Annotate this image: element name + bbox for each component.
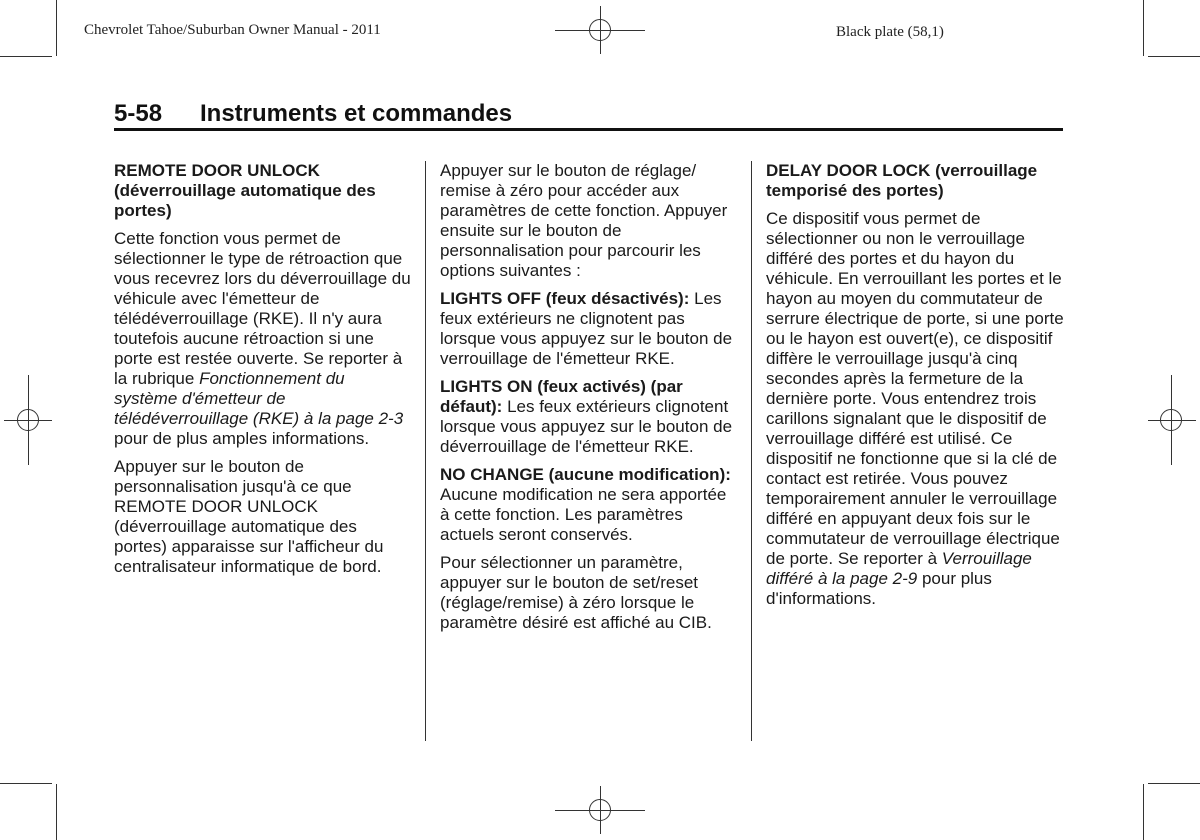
delay-door-lock-heading: DELAY DOOR LOCK (verrouillage temporisé des portes) [766, 161, 1038, 200]
paragraph [114, 229, 412, 449]
option-item [440, 377, 740, 457]
plate-label: Black plate (58,1) [836, 24, 944, 40]
column-1 [114, 161, 412, 585]
option-text: Les feux extérieurs ne clignotent pas lorsque vous appuyez sur le bouton de verrouillage de l'émetteur RKE. [440, 289, 733, 368]
paragraph-text: Cette fonction vous permet de sélectionner le type de rétroaction que vous recevrez lors du déverrouillage du véhicule avec l'émetteur de télédéverrouillage (RKE). Il n'y aura toutefois aucune rétroaction si une porte est restée ouverte. Se reporter à la rubrique [114, 229, 411, 388]
option-label: LIGHTS OFF (feux désactivés): [440, 289, 690, 308]
option-text: Les feux extérieurs clignotent lorsque vous appuyez sur le bouton de déverrouillage de l'émetteur RKE. [440, 397, 733, 456]
option-item [440, 289, 740, 369]
crop-mark [56, 0, 57, 56]
crop-mark [1143, 784, 1144, 840]
crop-mark [1148, 783, 1200, 784]
crop-mark [56, 784, 57, 840]
paragraph: Pour sélectionner un paramètre, appuyer sur le bouton de set/reset (réglage/remise) à zéro lorsque le paramètre désiré est affiché au CIB. [440, 553, 712, 632]
paragraph: Appuyer sur le bouton de personnalisation jusqu'à ce que REMOTE DOOR UNLOCK (déverrouillage automatique des portes) apparaisse sur l'afficheur du centralisateur informatique de bord. [114, 457, 384, 576]
option-label: NO CHANGE (aucune modification): [440, 465, 731, 484]
paragraph-text: Ce dispositif vous permet de sélectionner ou non le verrouillage différé des portes et du hayon du véhicule. En verrouillant les portes et le hayon au moyen du commutateur de serrure électrique de porte, si une porte ou le hayon est ouvert(e), ce dispositif diffère le verrouillage jusqu'à cinq secondes après la fermeture de la dernière porte. Vous entendrez trois carillons signalant que le dispositif de verrouillage différé est utilisé. Ce dispositif ne fonctionne que si la clé de contact est retirée. Vous pouvez temporairement annuler le verrouillage différé en appuyant deux fois sur le commutateur de verrouillage électrique de porte. Se reporter à [766, 209, 1064, 568]
option-text: Aucune modification ne sera apportée à cette fonction. Les paramètres actuels seront conservés. [440, 485, 727, 544]
column-divider [425, 161, 426, 741]
paragraph: Appuyer sur le bouton de réglage/ remise à zéro pour accéder aux paramètres de cette fonction. Appuyer ensuite sur le bouton de personnalisation pour parcourir les options suivantes : [440, 161, 728, 280]
option-item [440, 465, 740, 545]
column-divider [751, 161, 752, 741]
column-2 [440, 161, 740, 641]
crop-mark [1148, 56, 1200, 57]
section-heading [114, 100, 512, 128]
crop-mark [0, 783, 52, 784]
paragraph-text: pour plus d'informations. [766, 569, 992, 608]
page-number: 5-58 [114, 100, 163, 127]
cross-reference-link[interactable]: Verrouillage différé à la page 2-9 [766, 549, 1032, 588]
option-label: LIGHTS ON (feux activés) (par défaut): [440, 377, 683, 416]
crop-mark [0, 56, 52, 57]
paragraph-text: pour de plus amples informations. [114, 429, 370, 448]
column-3 [766, 161, 1066, 617]
section-rule [114, 128, 1063, 131]
section-title: Instruments et commandes [200, 100, 513, 127]
cross-reference-link[interactable]: Fonctionnement du système d'émetteur de télédéverrouillage (RKE) à la page 2-3 [114, 369, 404, 428]
remote-door-unlock-heading: REMOTE DOOR UNLOCK (déverrouillage automatique des portes) [114, 161, 376, 220]
paragraph [766, 209, 1066, 609]
manual-title: Chevrolet Tahoe/Suburban Owner Manual - 2011 [84, 22, 381, 38]
crop-mark [1143, 0, 1144, 56]
